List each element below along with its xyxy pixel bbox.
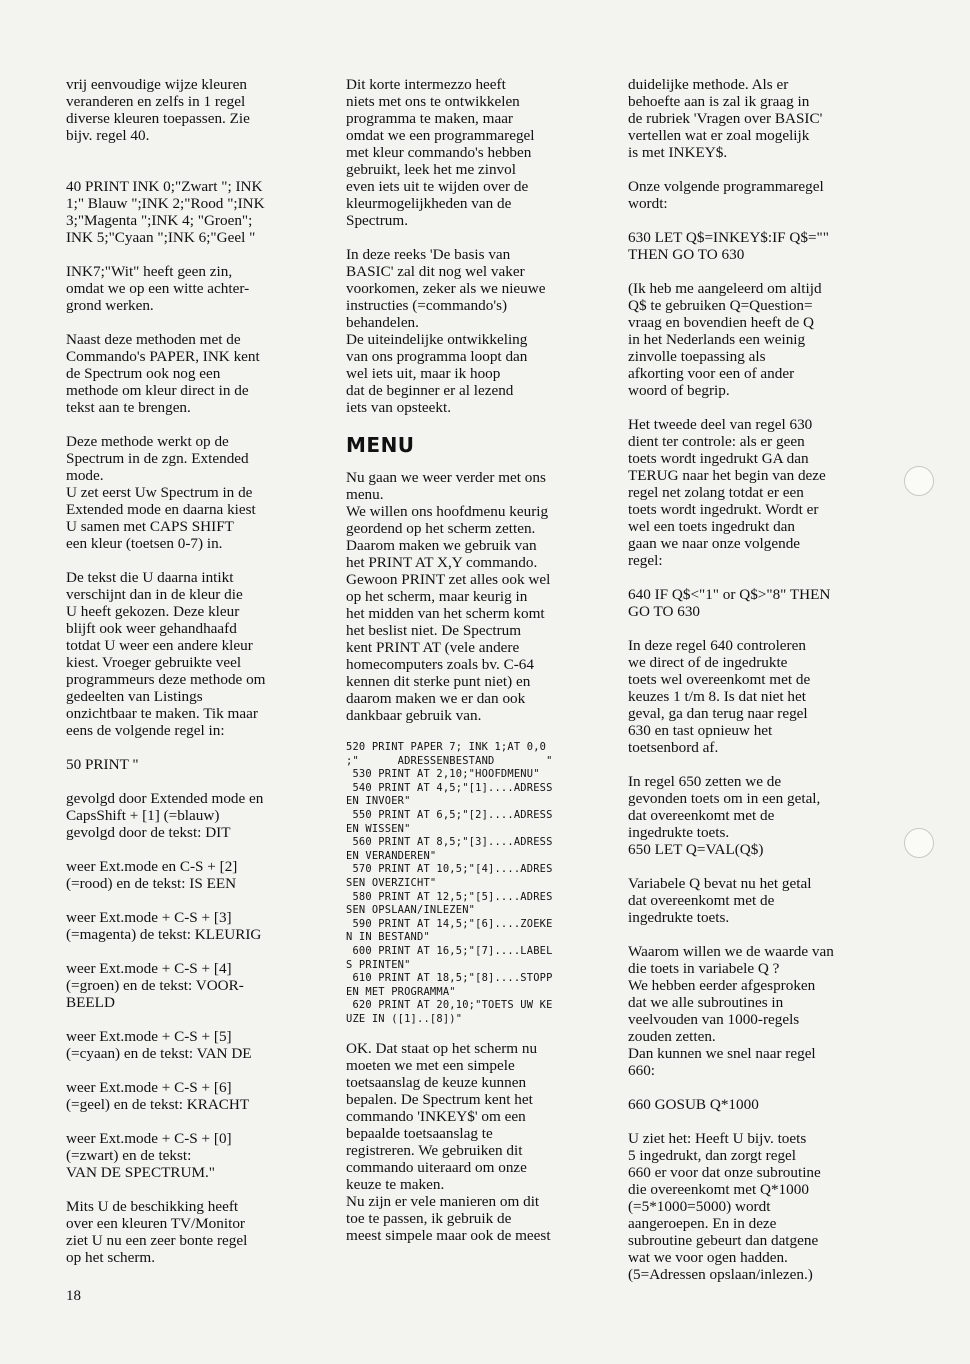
paragraph: INK7;"Wit" heeft geen zin, omdat we op een witte achter- grond werken. (66, 263, 250, 314)
column-2 (346, 76, 612, 1261)
paragraph: Nu gaan we weer verder met ons menu. We willen ons hoofdmenu keurig geordend op het scherm zetten. Daarom maken we gebruik van het PRINT AT X,Y commando. Gewoon PRINT zet alles ook wel op het scherm, maar keurig in het midden van het scherm komt het beslist niet. De Spectrum kent PRINT AT (vele andere homecomputers zoals bv. C-64 kennen dit sterke punt niet) en daarom maken we er dan ook dankbaar gebruik van. (346, 469, 551, 724)
paragraph: weer Ext.mode + C-S + [5] (=cyaan) en de tekst: VAN DE (66, 1028, 252, 1062)
paragraph: Dit korte intermezzo heeft niets met ons te ontwikkelen programma te maken, maar omdat we een programmaregel met kleur commando's hebben gebruikt, leek het me zinvol even iets uit te wijden over de kleurmogelijkheden van de Spectrum. (346, 76, 535, 229)
paragraph: In regel 650 zetten we de gevonden toets om in een getal, dat overeenkomt met de ingedrukte toets. 650 LET Q=VAL(Q$) (628, 773, 821, 858)
paragraph: Variabele Q bevat nu het getal dat overeenkomt met de ingedrukte toets. (628, 875, 812, 926)
code-line: 630 LET Q$=INKEY$:IF Q$="" THEN GO TO 630 (628, 229, 829, 263)
punch-hole-bottom (904, 828, 934, 858)
code-line: 50 PRINT " (66, 756, 139, 773)
paragraph: Onze volgende programmaregel wordt: (628, 178, 824, 212)
paragraph: OK. Dat staat op het scherm nu moeten we met een simpele toetsaanslag de keuze kunnen bepalen. De Spectrum kent het commando 'INKEY$' om een bepaalde toetsaanslag te registreren. We gebruiken dit commando uiteraard om onze keuze te maken. Nu zijn er vele manieren om dit toe te passen, ik gebruik de meest simpele maar ook de meest (346, 1040, 551, 1245)
paragraph: In deze regel 640 controleren we direct of de ingedrukte toets wel overeenkomt met de keuzes 1 t/m 8. Is dat niet het geval, ga dan terug naar regel 630 en tast opnieuw het toetsenbord af. (628, 637, 811, 756)
paragraph: (Ik heb me aangeleerd om altijd Q$ te gebruiken Q=Question= vraag en bovendien heeft de Q in het Nederlands een weinig zinvolle toepassing als afkorting voor een of ander woord of begrip. (628, 280, 822, 399)
code-line: 40 PRINT INK 0;"Zwart "; INK 1;" Blauw ";INK 2;"Rood ";INK 3;"Magenta ";INK 4; "Groen"; INK 5;"Cyaan ";INK 6;"Geel " (66, 178, 265, 246)
paragraph: duidelijke methode. Als er behoefte aan is zal ik graag in de rubriek 'Vragen over BASIC' vertellen wat er zoal mogelijk is met INKEY$. (628, 76, 823, 161)
column-3 (628, 76, 903, 1300)
paragraph: weer Ext.mode + C-S + [3] (=magenta) de tekst: KLEURIG (66, 909, 262, 943)
paragraph: weer Ext.mode + C-S + [6] (=geel) en de tekst: KRACHT (66, 1079, 250, 1113)
column-1 (66, 76, 324, 1283)
paragraph: U ziet het: Heeft U bijv. toets 5 ingedrukt, dan zorgt regel 660 er voor dat onze subroutine die overeenkomt met Q*1000 (=5*1000=5000) wordt aangeroepen. En in deze subroutine gebeurt dan datgene wat we voor ogen hadden. (5=Adressen opslaan/inlezen.) (628, 1130, 821, 1283)
paragraph: In deze reeks 'De basis van BASIC' zal dit nog wel vaker voorkomen, zeker als we nieuwe instructies (=commando's) behandelen. De uiteindelijke ontwikkeling van ons programma loopt dan wel iets uit, maar ik hoop dat de beginner er al lezend iets van opsteekt. (346, 246, 546, 416)
paragraph: Waarom willen we de waarde van die toets in variabele Q ? We hebben eerder afgesproken dat we alle subroutines in veelvouden van 1000-regels zouden zetten. Dan kunnen we snel naar regel 660: (628, 943, 834, 1079)
paragraph: Het tweede deel van regel 630 dient ter controle: als er geen toets wordt ingedrukt GA dan TERUG naar het begin van deze regel net zolang totdat er een toets wordt ingedrukt. Wordt er wel een toets ingedrukt dan gaan we naar onze volgende regel: (628, 416, 826, 569)
punch-hole-top (904, 466, 934, 496)
paragraph: weer Ext.mode en C-S + [2] (=rood) en de tekst: IS EEN (66, 858, 238, 892)
paragraph: vrij eenvoudige wijze kleuren veranderen en zelfs in 1 regel diverse kleuren toepassen. Zie bijv. regel 40. (66, 76, 250, 144)
paragraph: Naast deze methoden met de Commando's PAPER, INK kent de Spectrum ook nog een methode om kleur direct in de tekst aan te brengen. (66, 331, 260, 416)
paragraph: weer Ext.mode + C-S + [0] (=zwart) en de tekst: VAN DE SPECTRUM." (66, 1130, 232, 1181)
code-line: 640 IF Q$<"1" or Q$>"8" THEN GO TO 630 (628, 586, 831, 620)
paragraph: Mits U de beschikking heeft over een kleuren TV/Monitor ziet U nu een zeer bonte regel op het scherm. (66, 1198, 248, 1266)
code-line: 660 GOSUB Q*1000 (628, 1096, 759, 1113)
paragraph: gevolgd door Extended mode en CapsShift + [1] (=blauw) gevolgd door de tekst: DIT (66, 790, 264, 841)
section-heading: MENU (346, 433, 415, 457)
basic-listing: 520 PRINT PAPER 7; INK 1;AT 0,0 ;" ADRESSENBESTAND " 530 PRINT AT 2,10;"HOOFDMENU" 540 PRINT AT 4,5;"[1]....ADRESS EN INVOER" 550 PRINT AT 6,5;"[2]....ADRESS EN WISSEN" 560 PRINT AT 8,5;"[3]....ADRESS EN VERANDEREN" 570 PRINT AT 10,5;"[4]....ADRES SEN OVERZICHT" 580 PRINT AT 12,5;"[5]....ADRES SEN OPSLAAN/INLEZEN" 590 PRINT AT 14,5;"[6]....ZOEKE N IN BESTAND" 600 PRINT AT 16,5;"[7]....LABEL S PRINTEN" 610 PRINT AT 18,5;"[8]....STOPP EN MET PROGRAMMA" 620 PRINT AT 20,10;"TOETS UW KE UZE IN ([1]..[8])" (346, 741, 553, 1025)
paragraph: De tekst die U daarna intikt verschijnt dan in de kleur die U heeft gekozen. Deze kleur blijft ook weer gehandhaafd totdat U weer een andere kleur kiest. Vroeger gebruikte veel programmeurs deze methode om gedeelten van Listings onzichtbaar te maken. Tik maar eens de volgende regel in: (66, 569, 266, 739)
paragraph: weer Ext.mode + C-S + [4] (=groen) en de tekst: VOOR- BEELD (66, 960, 244, 1011)
page-number: 18 (66, 1288, 81, 1304)
paragraph: Deze methode werkt op de Spectrum in de zgn. Extended mode. U zet eerst Uw Spectrum in de Extended mode en daarna kiest U samen met CAPS SHIFT een kleur (toetsen 0-7) in. (66, 433, 256, 552)
